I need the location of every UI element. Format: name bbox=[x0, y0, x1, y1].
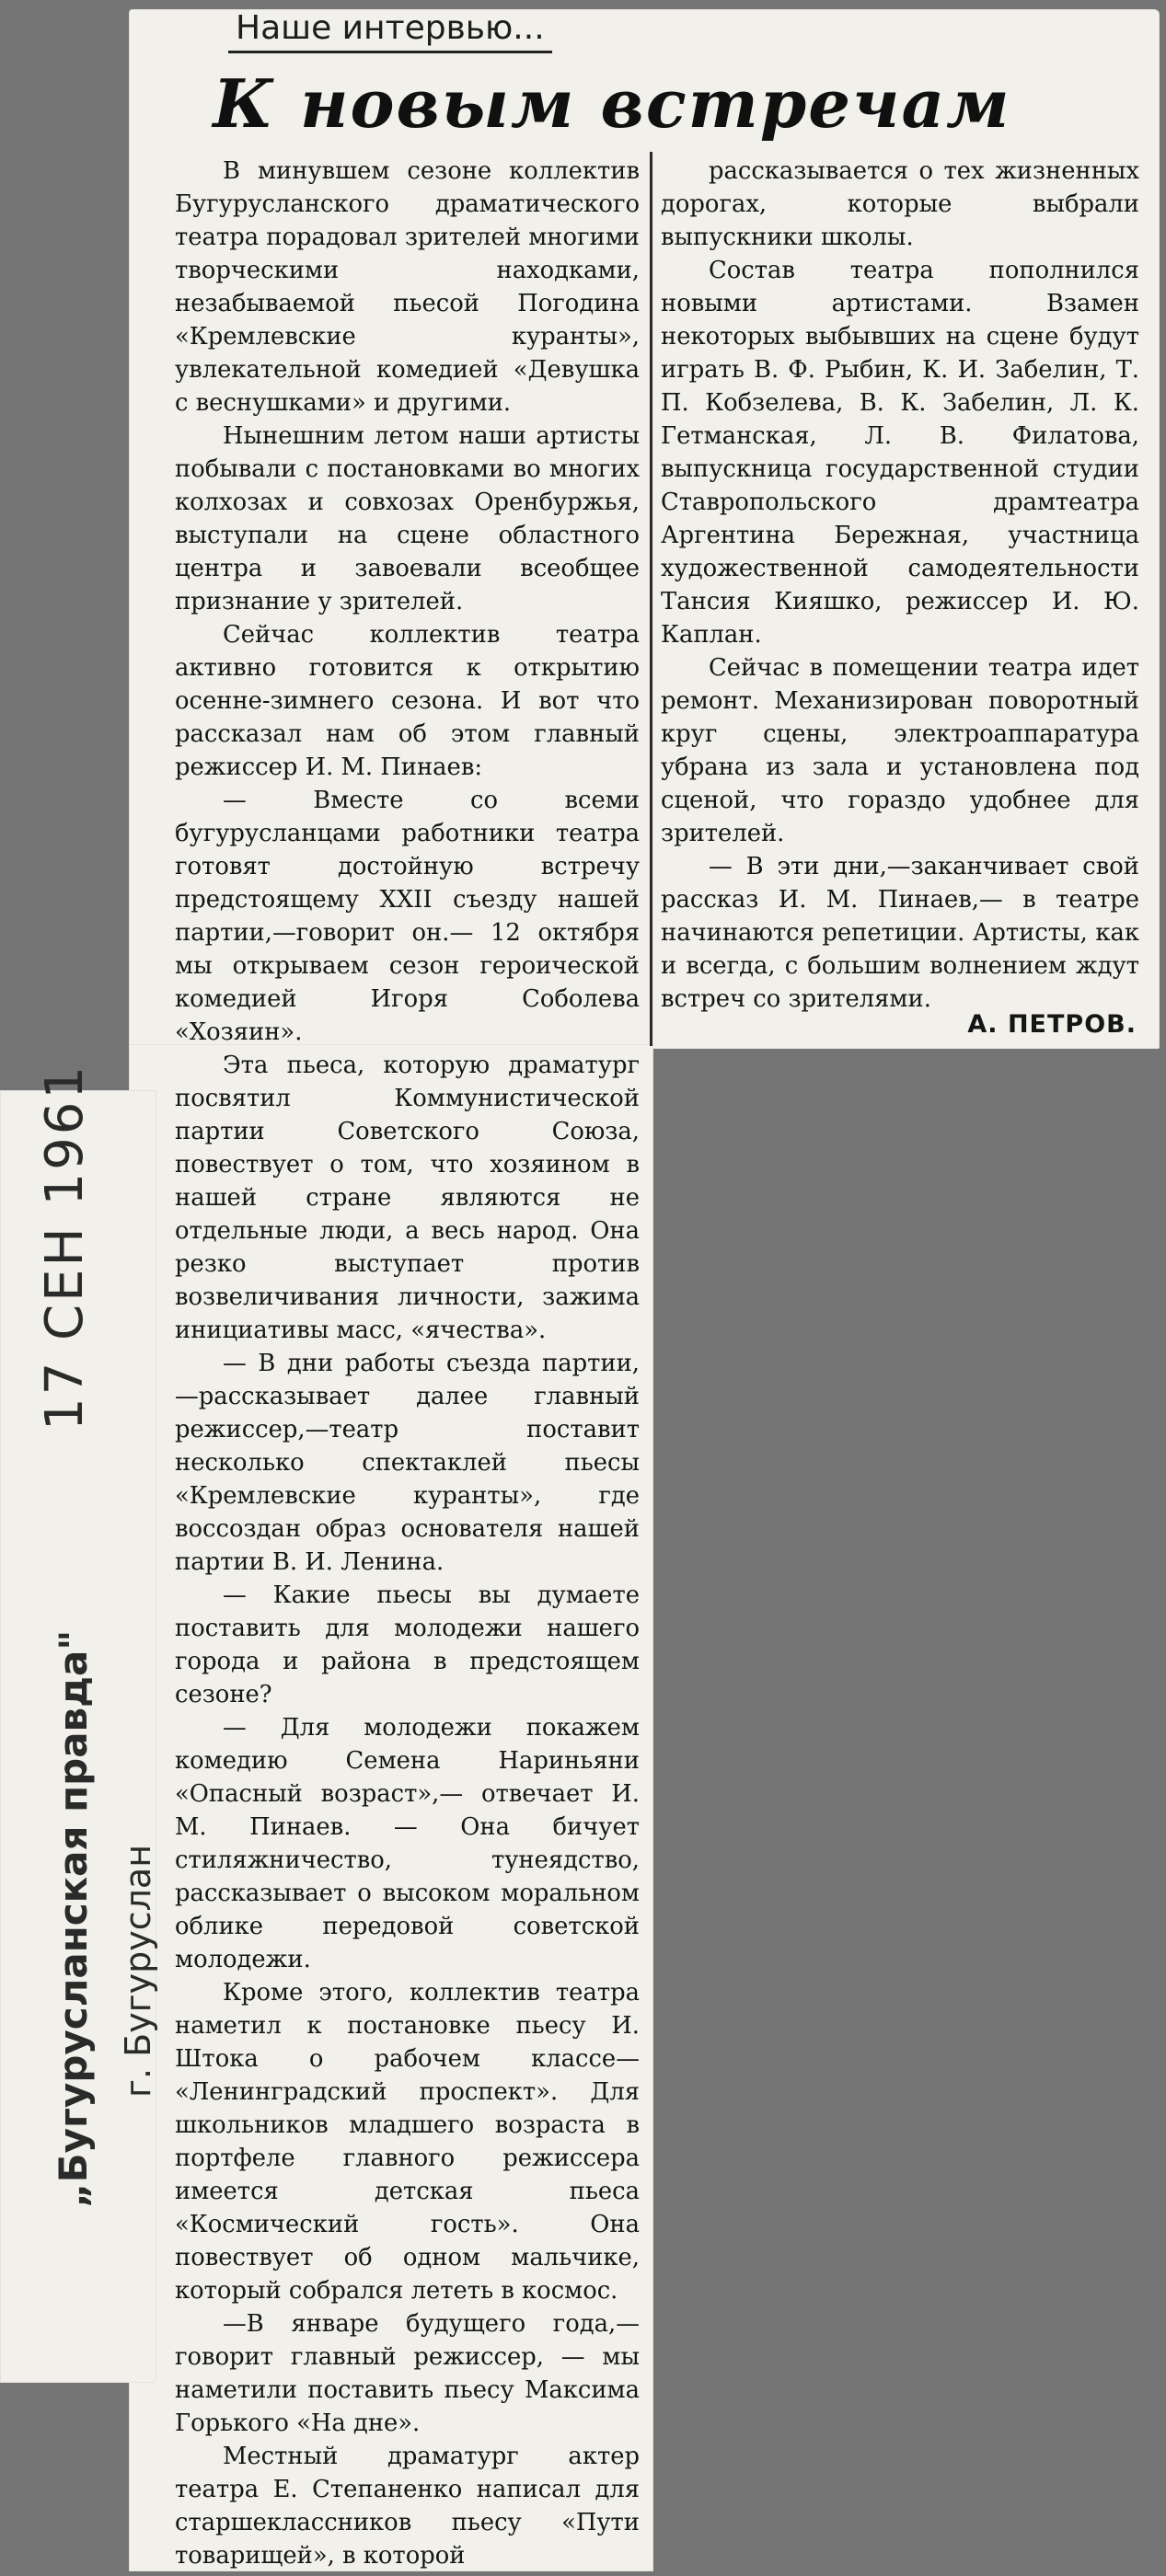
paragraph: — В дни работы съезда партии,—рассказывает далее главный режиссер,—театр поставит несколько спектаклей пьесы «Кремлевские куранты», где воссоздан образ основателя нашей партии В. И. Ленина. bbox=[175, 1350, 640, 1576]
article-column-1 bbox=[175, 155, 640, 2572]
paragraph: — Для молодежи покажем комедию Семена Нариньяни «Опасный возраст»,— отвечает И. М. Пинаев. — Она бичует стиляжничество, тунеядство, рассказывает о высоком моральном облике передовой советской молодежи. bbox=[175, 1714, 640, 1973]
paragraph: Эта пьеса, которую драматург посвятил Коммунистической партии Советского Союза, повествует о том, что хозяином в нашей стране являются не отдельные люди, а весь народ. Она резко выступает против возвеличивания личности, зажима инициативы масс, «ячества». bbox=[175, 1052, 640, 1344]
paragraph: — В эти дни,—заканчивает свой рассказ И. М. Пинаев,— в театре начинаются репетиции. Артисты, как и всегда, с большим волнением ждут встреч со зрителями. bbox=[661, 853, 1139, 1013]
column-divider bbox=[650, 152, 652, 1046]
rubric: Наше интервью... bbox=[228, 9, 552, 53]
paragraph: Нынешним летом наши артисты побывали с постановками во многих колхозах и совхозах Оренбуржья, выступали на сцене областного центра и завоевали всеобщее признание у зрителей. bbox=[175, 422, 640, 615]
paragraph: Сейчас коллектив театра активно готовится к открытию осенне-зимнего сезона. И вот что рассказал нам об этом главный режиссер И. М. Пинаев: bbox=[175, 621, 640, 781]
paragraph: рассказывается о тех жизненных дорогах, которые выбрали выпускники школы. bbox=[661, 157, 1139, 251]
paragraph: Сейчас в помещении театра идет ремонт. Механизирован поворотный круг сцены, электроаппаратура убрана из зала и установлена под сценой, что гораздо удобнее для зрителей. bbox=[661, 654, 1139, 847]
paragraph: —В январе будущего года,— говорит главный режиссер, — мы наметили поставить пьесу Максима Горького «На дне». bbox=[175, 2310, 640, 2437]
newspaper-name: „Бугурусланская правда" bbox=[51, 1629, 96, 2208]
paragraph: Состав театра пополнился новыми артистами. Взамен некоторых выбывших на сцене будут играть В. Ф. Рыбин, К. И. Забелин, Т. П. Кобзелева, В. К. Забелин, Л. К. Гетманская, Л. В. Филатова, выпускница государственной студии Ставропольского драмтеатра Аргентина Бережная, участница художественной самодеятельности Тансия Кияшко, режиссер И. Ю. Каплан. bbox=[661, 257, 1139, 649]
paragraph: Кроме этого, коллектив театра наметил к постановке пьесу И. Штока о рабочем классе— «Ленинградский проспект». Для школьников младшего возраста в портфеле главного режиссера имеется детская пьеса «Космический гость». Она повествует об одном мальчике, который собрался лететь в космос. bbox=[175, 1979, 640, 2305]
date-stamp: 17 СЕН 1961 bbox=[35, 1064, 95, 1431]
paragraph: В минувшем сезоне коллектив Бугурусланского драматического театра порадовал зрителей многими творческими находками, незабываемой пьесой Погодина «Кремлевские куранты», увлекательной комедией «Девушка с веснушками» и другими. bbox=[175, 157, 640, 417]
headline: К новым встречам bbox=[213, 64, 1011, 143]
author-signature: А. ПЕТРОВ. bbox=[967, 1010, 1137, 1039]
article-column-2 bbox=[661, 155, 1139, 1016]
paragraph: Местный драматург актер театра Е. Степаненко написал для старшеклассников пьесу «Пути товарищей», в которой bbox=[175, 2443, 640, 2570]
paragraph: — Какие пьесы вы думаете поставить для молодежи нашего города и района в предстоящем сезоне? bbox=[175, 1581, 640, 1708]
paragraph: — Вместе со всеми бугурусланцами работники театра готовят достойную встречу предстоящему XXII съезду нашей партии,—говорит он.— 12 октября мы открываем сезон героической комедией Игоря Соболева «Хозяин». bbox=[175, 787, 640, 1046]
newspaper-city: г. Бугуруслан bbox=[118, 1844, 158, 2098]
